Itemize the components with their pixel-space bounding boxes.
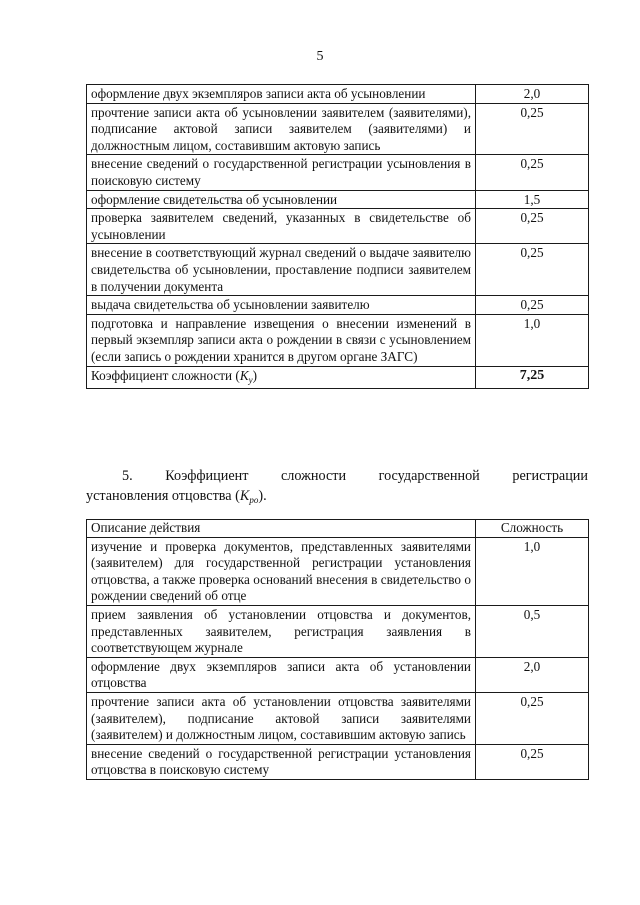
table-row — [87, 209, 589, 244]
action-description: внесение сведений о государственной регистрации установления отцовства в поисковую систему — [87, 744, 476, 779]
total-row — [87, 366, 589, 389]
paternity-complexity-table — [86, 519, 589, 780]
table-row — [87, 537, 589, 605]
complexity-value: 1,0 — [476, 537, 589, 605]
table-row — [87, 190, 589, 209]
action-description: прочтение записи акта об усыновлении заявителем (заявителями), подписание актовой записи заявителем (заявителями) и должностным лицом, составившим актовую запись — [87, 103, 476, 155]
section-line2: установления отцовства — [86, 488, 232, 504]
section-word: регистрации — [512, 468, 588, 484]
table-row — [87, 85, 589, 104]
action-description: прием заявления об установлении отцовства и документов, представленных заявителем, регистрация заявления в соответствующем журнале — [87, 605, 476, 657]
action-description: внесение сведений о государственной регистрации усыновления в поисковую систему — [87, 155, 476, 190]
complexity-value: 0,25 — [476, 155, 589, 190]
complexity-value: 0,25 — [476, 744, 589, 779]
table-row — [87, 155, 589, 190]
complexity-value: 0,5 — [476, 605, 589, 657]
adoption-complexity-table — [86, 84, 589, 389]
total-label-cell: Коэффициент сложности $(K_у)$ — [87, 366, 476, 389]
total-label: Коэффициент сложности — [91, 367, 233, 383]
complexity-value: 0,25 — [476, 692, 589, 744]
table-row — [87, 657, 589, 692]
section-word: Коэффициент — [165, 468, 249, 484]
table-row — [87, 605, 589, 657]
coefficient-symbol: K — [239, 488, 250, 504]
section-word: государственной — [378, 468, 480, 484]
action-description: изучение и проверка документов, представленных заявителями (заявителем) для государственной регистрации установления отцовства, а также проверка оснований внесения в свидетельство о рождении сведений об отце — [87, 537, 476, 605]
section-word: сложности — [281, 468, 347, 484]
section-number: 5. — [122, 468, 133, 484]
table-row — [87, 314, 589, 366]
action-description: внесение в соответствующий журнал сведений о выдаче заявителю свидетельства об усыновлении, проставление подписи заявителем в получении документа — [87, 244, 476, 296]
table-row — [87, 744, 589, 779]
action-description: прочтение записи акта об установлении отцовства заявителями (заявителем), подписание актовой записи заявителями (заявителем) и должностным лицом, составившим актовую запись — [87, 692, 476, 744]
action-description: проверка заявителем сведений, указанных в свидетельстве об усыновлении — [87, 209, 476, 244]
complexity-value: 2,0 — [476, 85, 589, 104]
action-description: оформление свидетельства об усыновлении — [87, 190, 476, 209]
coefficient-symbol: K — [239, 367, 249, 383]
complexity-value: 1,5 — [476, 190, 589, 209]
complexity-value: 0,25 — [476, 103, 589, 155]
table-row — [87, 103, 589, 155]
section-5-heading: 5. Коэффициент сложности государственной регистрации установления отцовства $(K_{ро})$. — [86, 468, 588, 505]
coefficient-subscript: ро — [249, 495, 259, 505]
table-row — [87, 244, 589, 296]
complexity-value: 0,25 — [476, 209, 589, 244]
action-description: оформление двух экземпляров записи акта об усыновлении — [87, 85, 476, 104]
table-header-row — [87, 520, 589, 538]
header-description: Описание действия — [87, 520, 476, 538]
action-description: подготовка и направление извещения о внесении изменений в первый экземпляр записи акта о рождении в связи с усыновлением (если запись о рождении хранится в другом органе ЗАГС) — [87, 314, 476, 366]
table-row — [87, 296, 589, 315]
page-number: 5 — [316, 49, 324, 64]
complexity-value: 0,25 — [476, 296, 589, 315]
complexity-value: 1,0 — [476, 314, 589, 366]
table-row — [87, 692, 589, 744]
action-description: выдача свидетельства об усыновлении заявителю — [87, 296, 476, 315]
header-complexity: Сложность — [476, 520, 589, 538]
total-value: 7,25 — [476, 366, 589, 389]
action-description: оформление двух экземпляров записи акта об установлении отцовства — [87, 657, 476, 692]
complexity-value: 2,0 — [476, 657, 589, 692]
complexity-value: 0,25 — [476, 244, 589, 296]
coefficient-subscript: у — [248, 374, 253, 385]
